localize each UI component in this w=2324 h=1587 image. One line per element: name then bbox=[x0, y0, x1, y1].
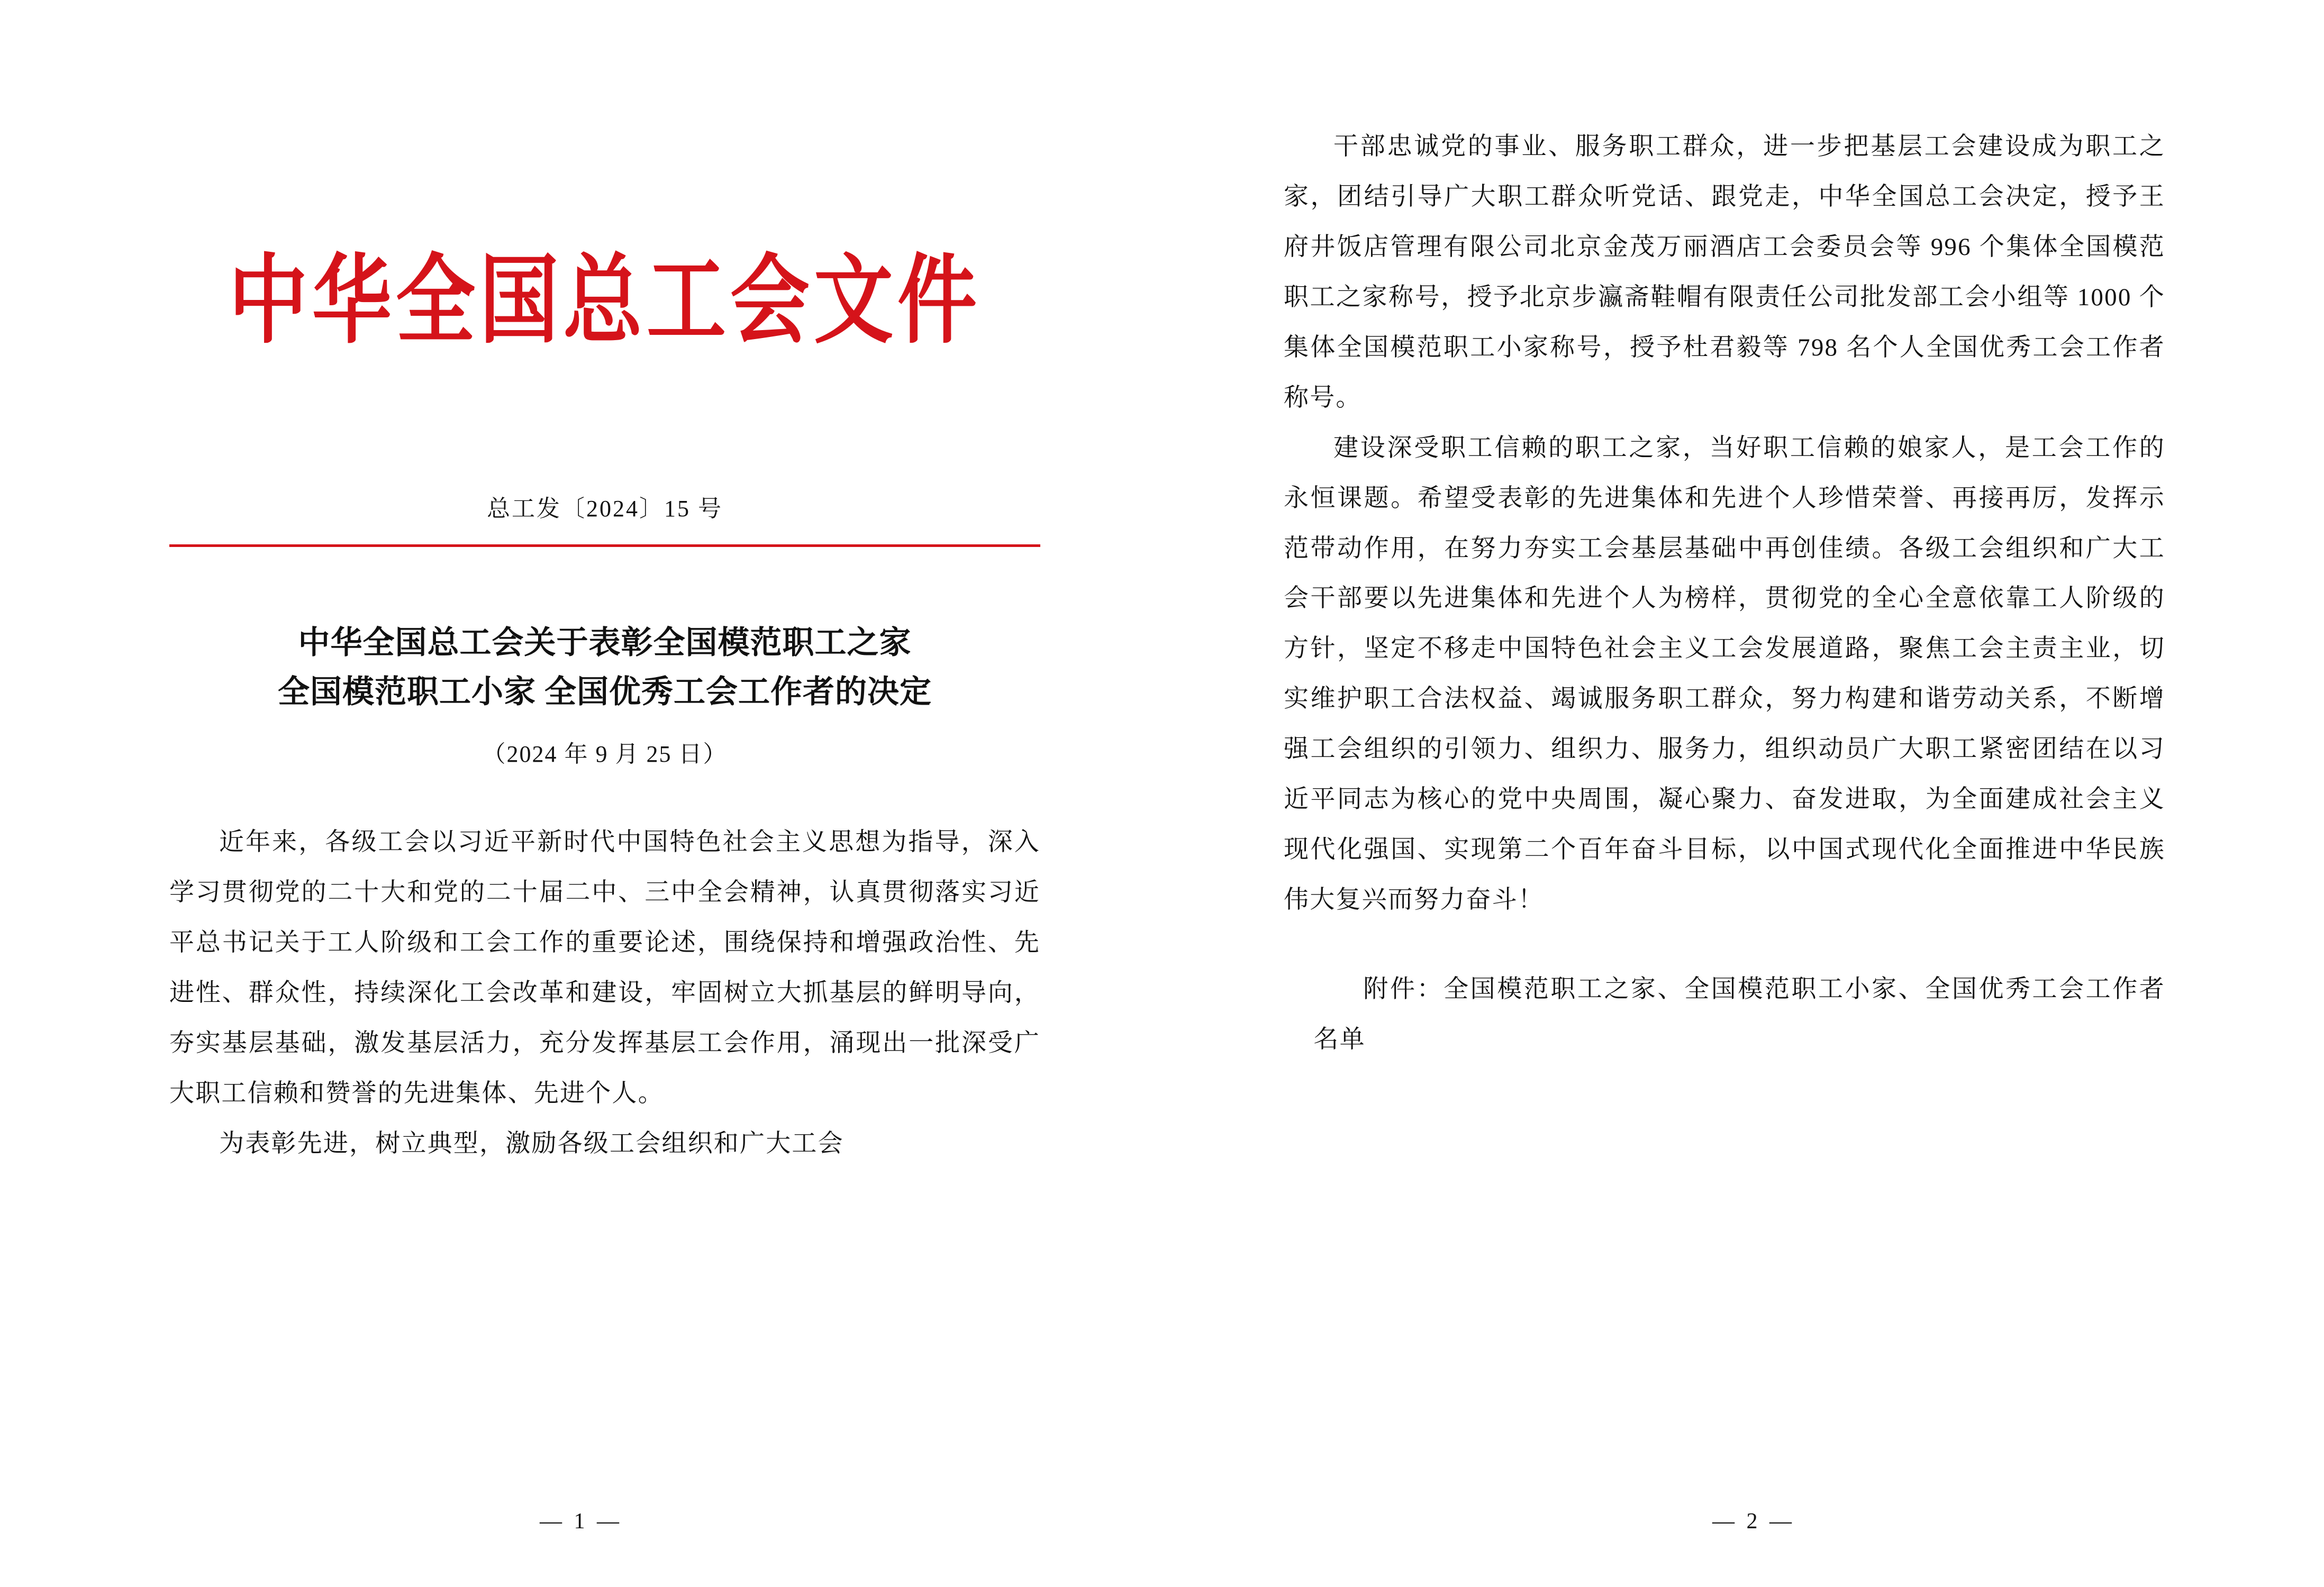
paragraph: 建设深受职工信赖的职工之家，当好职工信赖的娘家人，是工会工作的永恒课题。希望受表彰的先进集体和先进个人珍惜荣誉、再接再厉，发挥示范带动作用，在努力夯实工会基层基础中再创佳绩。各级工会组织和广大工会干部要以先进集体和先进个人为榜样，贯彻党的全心全意依靠工人阶级的方针，坚定不移走中国特色社会主义工会发展道路，聚焦工会主责主业，切实维护职工合法权益、竭诚服务职工群众，努力构建和谐劳动关系，不断增强工会组织的引领力、组织力、服务力，组织动员广大职工紧密团结在以习近平同志为核心的党中央周围，凝心聚力、奋发进取，为全面建成社会主义现代化强国、实现第二个百年奋斗目标，以中国式现代化全面推进中华民族伟大复兴而努力奋斗！ bbox=[1284, 434, 2165, 914]
right-body-text bbox=[1284, 122, 2165, 925]
page-right bbox=[1162, 0, 2324, 1587]
red-divider-rule bbox=[169, 544, 1040, 547]
document-title-line-2: 全国模范职工小家 全国优秀工会工作者的决定 bbox=[278, 674, 932, 709]
paragraph: 干部忠诚党的事业、服务职工群众，进一步把基层工会建设成为职工之家，团结引导广大职工群众听党话、跟党走，中华全国总工会决定，授予王府井饭店管理有限公司北京金茂万丽酒店工会委员会等 996 个集体全国模范职工之家称号，授予北京步瀛斋鞋帽有限责任公司批发部工会小组等 1000 个集体全国模范职工小家称号，授予杜君毅等 798 名个人全国优秀工会工作者称号。 bbox=[1284, 133, 2165, 412]
masthead-title: 中华全国总工会文件 bbox=[228, 248, 981, 355]
left-body-text bbox=[169, 817, 1040, 1169]
document-title bbox=[169, 618, 1040, 717]
title-block bbox=[169, 618, 1040, 769]
paragraph: 为表彰先进，树立典型，激励各级工会组织和广大工会 bbox=[219, 1129, 844, 1157]
document-title-line-1: 中华全国总工会关于表彰全国模范职工之家 bbox=[298, 625, 912, 660]
document-number: 总工发〔2024〕15 号 bbox=[487, 496, 723, 522]
paragraph: 近年来，各级工会以习近平新时代中国特色社会主义思想为指导，深入学习贯彻党的二十大和党的二十届二中、三中全会精神，认真贯彻落实习近平总书记关于工人阶级和工会工作的重要论述，围绕保持和增强政治性、先进性、群众性，持续深化工会改革和建设，牢固树立大抓基层的鲜明导向，夯实基层基础，激发基层活力，充分发挥基层工会作用，涌现出一批深受广大职工信赖和赞誉的先进集体、先进个人。 bbox=[169, 828, 1040, 1107]
page-number-right: — 2 — bbox=[1712, 1509, 1795, 1534]
attachment-note: 附件：全国模范职工之家、全国模范职工小家、全国优秀工会工作者名单 bbox=[1313, 975, 2165, 1053]
document-date: （2024 年 9 月 25 日） bbox=[482, 741, 728, 767]
page-number-left: — 1 — bbox=[540, 1509, 622, 1534]
